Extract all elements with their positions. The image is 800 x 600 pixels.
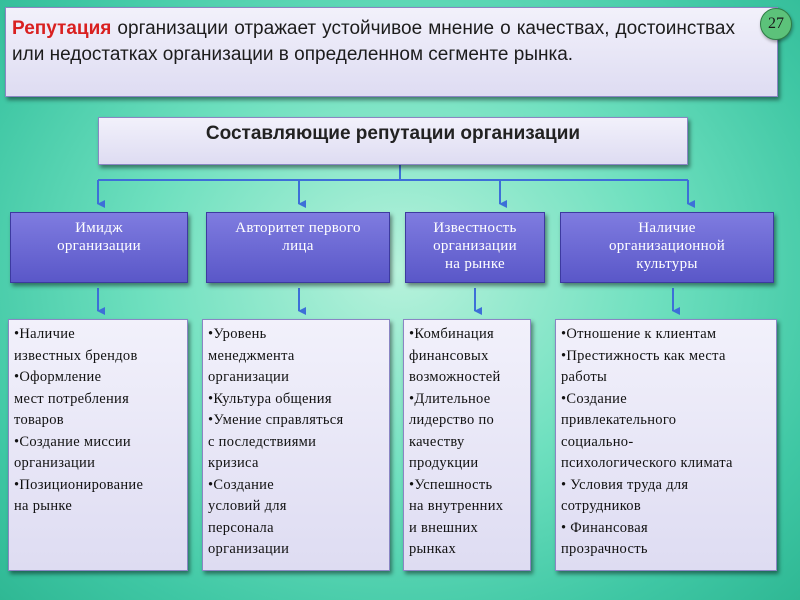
detail-line: организации <box>208 541 290 557</box>
detail-line: организации <box>14 455 96 471</box>
detail-line: рынках <box>409 541 457 557</box>
detail-line: •Позиционирование <box>14 476 144 493</box>
detail-line: социально- <box>561 433 634 450</box>
detail-line: •Комбинация <box>409 326 494 342</box>
detail-line: менеджмента <box>208 347 295 364</box>
detail-line: на внутренних <box>409 498 504 514</box>
detail-line: •Создание <box>208 476 274 493</box>
category-header-line: организации <box>57 238 141 254</box>
detail-line: •Создание миссии <box>14 433 131 450</box>
detail-line: организации <box>208 369 290 385</box>
details-authority <box>202 319 390 571</box>
definition-text: организации отражает устойчивое мнение о качествах, достоинствах или недостатках организации в определенном сегменте рынка. <box>12 18 735 65</box>
detail-line: кризиса <box>208 455 259 471</box>
detail-line: •Наличие <box>14 326 75 342</box>
detail-line: финансовых <box>409 347 489 364</box>
category-image <box>10 212 188 283</box>
category-header-line: Известность <box>433 220 517 236</box>
category-awareness <box>405 212 545 283</box>
detail-line: известных брендов <box>14 347 138 364</box>
detail-line: мест потребления <box>14 390 130 407</box>
detail-line: •Отношение к клиентам <box>561 326 717 342</box>
detail-line: условий для <box>208 498 287 514</box>
category-header-line: организации <box>433 238 517 254</box>
category-header-line: Имидж <box>75 220 123 236</box>
category-header-line: культуры <box>636 256 698 272</box>
detail-line: психологического климата <box>561 455 733 471</box>
category-header-line: на рынке <box>444 256 505 272</box>
details-image <box>8 319 188 571</box>
category-header-line: организационной <box>608 238 726 254</box>
detail-line: и внешних <box>409 519 479 536</box>
detail-line: • Условия труда для <box>561 476 689 493</box>
category-authority <box>206 212 390 283</box>
detail-line: товаров <box>14 412 64 428</box>
detail-line: •Уровень <box>208 326 267 342</box>
category-header-line: Наличие <box>638 220 696 236</box>
detail-line: •Успешность <box>409 476 493 493</box>
detail-line: персонала <box>208 519 274 536</box>
detail-line: •Престижность как места <box>561 347 726 364</box>
diagram-title: Составляющие репутации организации <box>98 117 688 165</box>
detail-line: сотрудников <box>561 498 642 514</box>
details-awareness <box>403 319 531 571</box>
detail-line: •Длительное <box>409 390 491 407</box>
category-culture <box>560 212 774 283</box>
detail-line: •Оформление <box>14 369 102 385</box>
detail-line: лидерство по <box>409 412 495 428</box>
detail-line: • Финансовая <box>561 519 648 536</box>
detail-line: на рынке <box>14 498 73 514</box>
slide-number-badge: 27 <box>760 8 792 40</box>
category-header-line: Авторитет первого <box>235 220 361 236</box>
definition-lead: Репутация <box>12 18 112 39</box>
detail-line: привлекательного <box>561 412 677 428</box>
detail-line: продукции <box>409 455 479 471</box>
detail-line: работы <box>561 369 608 385</box>
detail-line: с последствиями <box>208 433 317 450</box>
detail-line: качеству <box>409 433 465 450</box>
category-header-line: лица <box>282 238 314 254</box>
detail-line: •Культура общения <box>208 390 332 407</box>
detail-line: •Умение справляться <box>208 412 344 428</box>
definition-box <box>5 7 778 97</box>
detail-line: возможностей <box>409 369 501 385</box>
detail-line: прозрачность <box>561 541 648 557</box>
details-culture <box>555 319 777 571</box>
detail-line: •Создание <box>561 390 627 407</box>
